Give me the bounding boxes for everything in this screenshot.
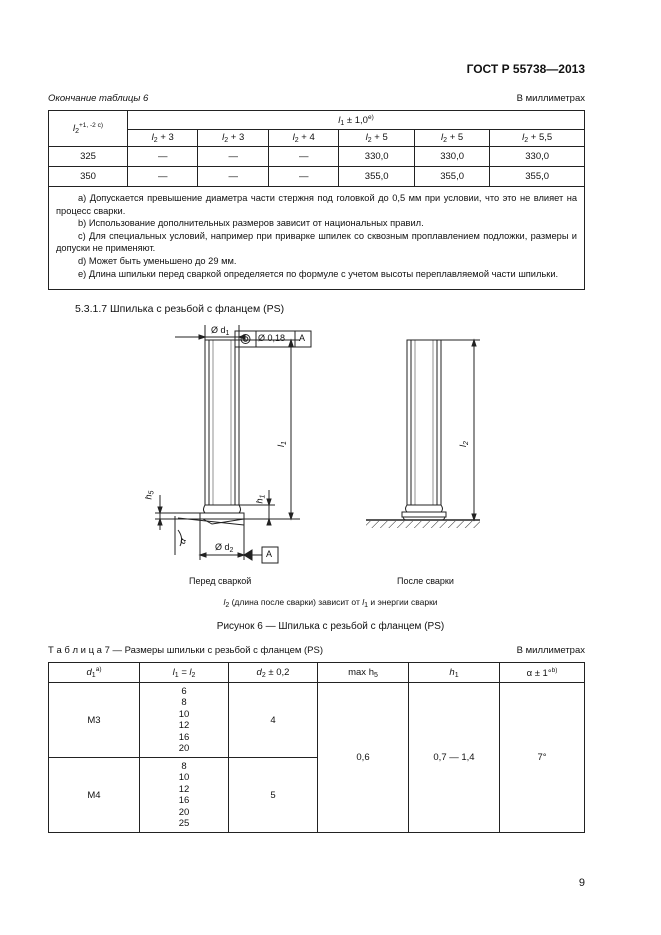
stud-before-flange xyxy=(200,513,244,519)
before-weld-label: Перед сваркой xyxy=(189,576,252,586)
after-weld-label: После сварки xyxy=(397,576,454,586)
datum-label: A xyxy=(299,333,306,343)
table6-l1-header: $l_1 \pm 1,0^{e)}$ xyxy=(128,111,585,130)
table6-caption: Окончание таблицы 6 xyxy=(48,93,149,104)
table6-units: В миллиметрах xyxy=(516,93,585,104)
tolerance-value: Ø 0,18 xyxy=(258,333,286,343)
standard-number: ГОСТ Р 55738—2013 xyxy=(466,62,585,76)
table-cell: — xyxy=(268,147,338,167)
table-cell: 355,0 xyxy=(339,167,414,187)
table-cell: 330,0 xyxy=(414,147,489,167)
table-cell: 0,6 xyxy=(318,683,409,833)
table-cell: 6 8 10 12 16 20 xyxy=(140,683,229,758)
table6-subheader: $l_2 + 3$ xyxy=(198,130,268,147)
note-c: c) Для специальных условий, например при приварке шпилек со сквозным проплавлением подложки, размеры и допуски не применяют. xyxy=(56,230,577,254)
table-cell: 8 10 12 16 20 25 xyxy=(140,758,229,833)
table-cell: — xyxy=(198,167,268,187)
stud-before-shaft xyxy=(205,340,239,505)
note-a: a) Допускается превышение диаметра части стержня под головкой до 0,5 мм при условии, что это не влияет на процесс сварки. xyxy=(56,193,577,216)
table7-header-h1: $h_1$ xyxy=(409,663,500,683)
table7 xyxy=(48,662,585,833)
table6-subheader: $l_2 + 5$ xyxy=(414,130,489,147)
figure-note: $l_2$ (длина после сварки) зависит от $l_1$ и энергии сварки xyxy=(223,597,438,609)
table-cell: — xyxy=(128,167,198,187)
figure-title: Рисунок 6 — Шпилька с резьбой с фланцем (PS) xyxy=(216,621,445,632)
table7-header-h5: $\max h_5$ xyxy=(318,663,409,683)
table6-subheader: $l_2 + 5,5$ xyxy=(490,130,585,147)
table7-caption: Т а б л и ц а 7 — Размеры шпильки с резьбой с фланцем (PS) xyxy=(48,645,324,656)
stud-after-neck xyxy=(406,505,443,512)
table6-subheader: $l_2 + 5$ xyxy=(339,130,414,147)
table7-header-l: $l_1 = l_2$ xyxy=(140,663,229,683)
table7-header-d1: $d_1^{a)}$ xyxy=(49,663,140,683)
table-cell: M4 xyxy=(49,758,140,833)
page-number: 9 xyxy=(578,877,585,889)
table7-header-d2: $d_2 \pm 0,2$ xyxy=(229,663,318,683)
table-cell: 330,0 xyxy=(339,147,414,167)
table7-header-alpha: α ± 1°$^{b)}$ xyxy=(500,663,585,683)
table-cell: 0,7 — 1,4 xyxy=(409,683,500,833)
table-cell: — xyxy=(198,147,268,167)
h5-label: $h_5$ xyxy=(143,490,156,500)
table-cell: 5 xyxy=(229,758,318,833)
note-b: b) Использование дополнительных размеров зависит от национальных правил. xyxy=(78,218,424,229)
note-e: e) Длина шпильки перед сваркой определяется по формуле с учетом высоты переплавляемой части шпильки. xyxy=(78,268,559,279)
l2-label: $l_2$ xyxy=(457,441,470,447)
section-title: 5.3.1.7 Шпилька с резьбой с фланцем (PS) xyxy=(75,303,285,315)
table7-units: В миллиметрах xyxy=(516,645,585,656)
table-cell: 350 xyxy=(49,167,128,187)
table-cell: 330,0 xyxy=(490,147,585,167)
datum-a-box: A xyxy=(266,549,273,559)
table-cell: 355,0 xyxy=(490,167,585,187)
table-cell: 355,0 xyxy=(414,167,489,187)
table-cell: 325 xyxy=(49,147,128,167)
table-cell: 4 xyxy=(229,683,318,758)
d2-label: Ø $d_2$ xyxy=(215,542,234,554)
stud-before-neck xyxy=(204,505,241,513)
table-cell: — xyxy=(128,147,198,167)
table-row xyxy=(49,683,585,758)
table6-l2-header: $l_2^{+1, -2 c)}$ xyxy=(49,111,128,147)
table-cell: — xyxy=(268,167,338,187)
h1-label: $h_1$ xyxy=(254,494,267,504)
stud-after-shaft xyxy=(407,340,441,505)
l1-label: $l_1$ xyxy=(275,441,288,447)
table6-subheader: $l_2 + 3$ xyxy=(128,130,198,147)
table6-subheader: $l_2 + 4$ xyxy=(268,130,338,147)
note-d: d) Может быть уменьшено до 29 мм. xyxy=(78,255,237,266)
d1-label: Ø $d_1$ xyxy=(211,325,230,337)
table-cell: 7° xyxy=(500,683,585,833)
table-cell: M3 xyxy=(49,683,140,758)
alpha-label: α xyxy=(176,536,189,546)
